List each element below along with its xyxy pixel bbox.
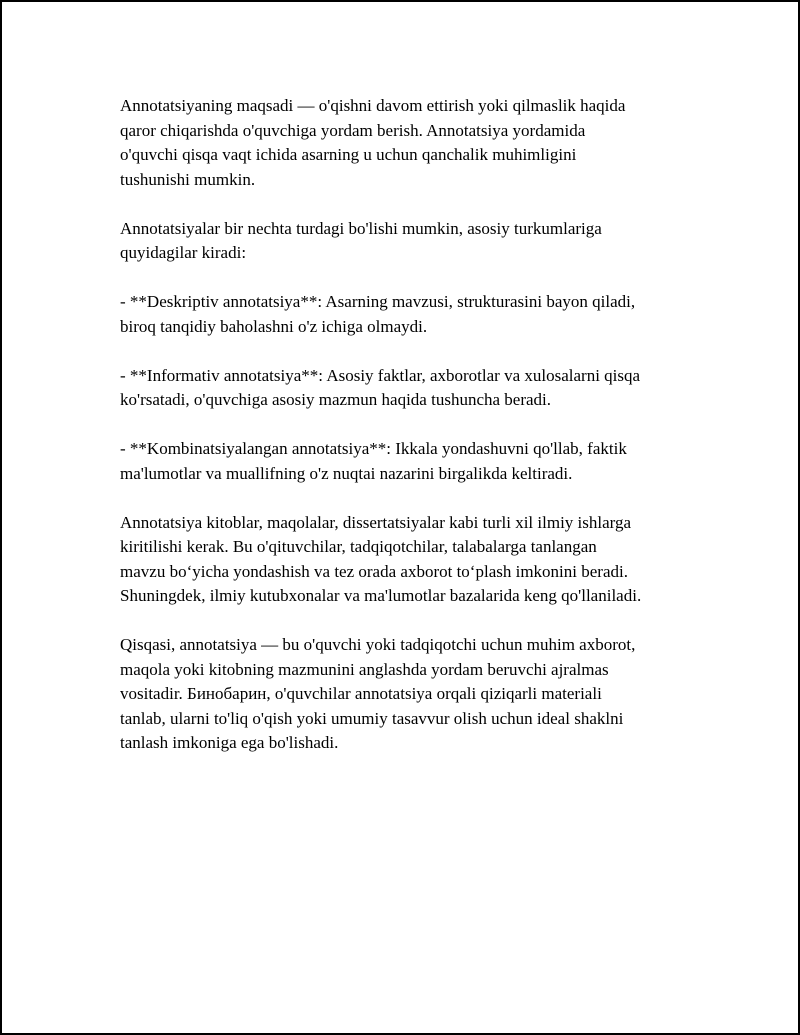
list-item-combined: - **Kombinatsiyalangan annotatsiya**: Ikkala yondashuvni qo'llab, faktik ma'lumotlar va muallifning o'z nuqtai nazarini birgalikda keltiradi. bbox=[120, 439, 627, 483]
list-item-informative: - **Informativ annotatsiya**: Asosiy faktlar, axborotlar va xulosalarni qisqa ko'rsatadi, o'quvchiga asosiy mazmun haqida tushuncha beradi. bbox=[120, 365, 641, 409]
document-body bbox=[120, 94, 720, 780]
paragraph-intro: Annotatsiyaning maqsadi — o'qishni davom ettirish yoki qilmaslik haqida qaror chiqarishda o'quvchiga yordam berish. Annotatsiya yordamida o'quvchi qisqa vaqt ichida asarning u uchun qanchalik muhimligini tushunishi mumkin. bbox=[120, 96, 626, 189]
list-item-descriptive: - **Deskriptiv annotatsiya**: Asarning mavzusi, strukturasini bayon qiladi, biroq tanqidiy baholashni o'z ichiga olmaydi. bbox=[120, 292, 636, 336]
paragraph-types-intro: Annotatsiyalar bir nechta turdagi bo'lishi mumkin, asosiy turkumlariga quyidagilar kiradi: bbox=[120, 218, 602, 262]
paragraph-conclusion: Qisqasi, annotatsiya — bu o'quvchi yoki tadqiqotchi uchun muhim axborot, maqola yoki kitobning mazmunini anglashda yordam beruvchi ajralmas vositadir. Бинобарин, o'quvchilar annotatsiya orqali qiziqarli materiali tanlab, ularni to'liq o'qish yoki umumiy tasavvur olish uchun ideal shaklni tanlash imkoniga ega bo'lishadi. bbox=[120, 635, 636, 752]
paragraph-usage: Annotatsiya kitoblar, maqolalar, dissertatsiyalar kabi turli xil ilmiy ishlarga kiritilishi kerak. Bu o'qituvchilar, tadqiqotchilar, talabalarga tanlangan mavzu bo‘yicha yondashish va tez orada axborot to‘plash imkonini beradi. Shuningdek, ilmiy kutubxonalar va ma'lumotlar bazalarida keng qo'llaniladi. bbox=[120, 512, 642, 605]
